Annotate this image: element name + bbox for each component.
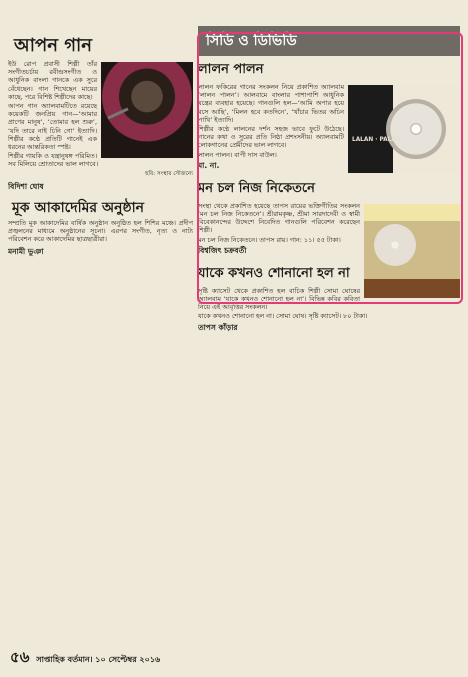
reviewer-initials: মা. না. [198, 160, 220, 170]
page-footer [10, 646, 160, 671]
article-title-apon-gaan: আপন গান [14, 35, 92, 56]
review-title-mon-chalo: মন চল নিজ নিকেতনে [198, 180, 315, 196]
review-title-lalan-palan: লালন পালন [198, 62, 264, 77]
publication-line: সাপ্তাহিক বর্তমান। ১০ সেপ্টেম্বর ২০১৬ [36, 655, 161, 664]
album-info: মন চল নিজ নিকেতনে। তাপস রায়। গান: ১১। ৫৫ টাকা। [198, 235, 341, 244]
reviewer-name: তাপস কাঁড়ার [198, 322, 238, 332]
photo-caption: ছবি: সংস্থার সৌজন্যে [145, 170, 193, 177]
paragraph: আপন গান অ্যালবামটিতে রয়েছে কয়েকটি জনপ্রিয় গান—‘আমার প্রাণের মানুষ’, ‘তোমার হল শুরু’, ‘যদি তারে নাই চিনি গো’ ইত্যাদি। শিল্পীর কণ্ঠে প্রতিটি গানেই এক ধরনের আন্তরিকতা স্পষ্ট। [8, 102, 97, 152]
right-column [198, 14, 460, 654]
author-name: মনামী ভুঞা [8, 247, 44, 257]
paragraph: সৃষ্টি ক্যাসেট থেকে প্রকাশিত হল বাচিক শিল্পী সোমা ঘোষের অ্যালবাম ‘যাকে কখনও শোনানো হল না’। বিভিন্ন কবির কবিতা নিয়ে এই আবৃত্তির সংকলন। [198, 286, 360, 312]
cd-disc-icon [386, 99, 446, 159]
singer-photo [101, 62, 193, 158]
review-title-jake-kokhono: যাকে কখনও শোনানো হল না [198, 265, 350, 281]
page-number: ৫৬ [10, 648, 30, 666]
paragraph: শিল্পীর গায়কি ও যন্ত্রানুষঙ্গ পরিমিত। সব মিলিয়ে শ্রোতাদের ভাল লাগবে। [8, 152, 98, 169]
reviewer-name: বিশ্বজিৎ চক্রবর্তী [198, 245, 247, 255]
paragraph: লালন ফকিরের গানের সংকলন নিয়ে প্রকাশিত অ্যালবাম ‘লালন পালন’। আলবামে বাংলার পাশাপাশি আধুনিক যন্ত্রের ব্যবহার হয়েছে। গানগুলি হল—‘আমি অপার হয়ে বসে আছি’, ‘মিলন হবে কতদিনে’, ‘খাঁচার ভিতর অচিন পাখি’ ইত্যাদি। [198, 83, 344, 124]
article-title-muk-academy: মূক আকাদেমির অনুষ্ঠান [12, 199, 144, 216]
article-body-muk-academy [8, 219, 193, 244]
left-column [8, 14, 193, 654]
cd-disc-icon [374, 224, 416, 266]
author-name: বিদিশা ঘোষ [8, 181, 44, 191]
paragraph: সংস্থা থেকে প্রকাশিত হয়েছে তাপস রায়ের ভক্তিগীতির সংকলন ‘মন চল নিজ নিকেতনে’। শ্রীরামকৃষ্ণ, শ্রীমা সারদাদেবী ও স্বামী বিবেকানন্দের উদ্দেশে নিবেদিত গানগুলি পরিবেশন করেছেন শিল্পী। [198, 201, 360, 235]
paragraph: ইউ রোপ প্রবাসী শিল্পী তাঁর সংগীতচর্চায় রবীন্দ্রসংগীত ও আধুনিক বাংলা গানকে এক সুরে বেঁধেছেন। গান শিখেছেন মায়ের কাছে, পরে বিশিষ্ট শিল্পীদের কাছে। [8, 60, 97, 101]
album-cover-mon-chalo [364, 204, 460, 298]
album-cover-lalan-palan [348, 85, 460, 173]
paragraph: সম্প্রতি মূক আকাদেমির বার্ষিক অনুষ্ঠান অনুষ্ঠিত হল শিশির মঞ্চে। প্রদীপ প্রজ্বলনের মাধ্যমে অনুষ্ঠানের সূচনা। এরপর সংগীত, নৃত্য ও নাট্য পরিবেশন করে আকাদেমির ছাত্রছাত্রীরা। [8, 218, 193, 244]
album-info: যাকে কখনও শোনানো হল না। সোমা ঘোষ। সৃষ্টি ক্যাসেট। ৮০ টাকা। [198, 312, 368, 321]
album-cover-label: LALAN · PALAN [352, 137, 401, 143]
album-info: লালন পালন। বাপী দাস বাউল। [198, 150, 277, 159]
paragraph: শিল্পীর কণ্ঠে লালনের দর্শন সহজ ভাবে ফুটে উঠেছে। গানের কথা ও সুরের প্রতি নিষ্ঠা প্রশংসনীয়। অ্যালবামটি লোকগানের প্রেমীদের ভাল লাগবে। [198, 125, 344, 150]
section-header: সিডি ও ডিভিডি [198, 26, 460, 56]
